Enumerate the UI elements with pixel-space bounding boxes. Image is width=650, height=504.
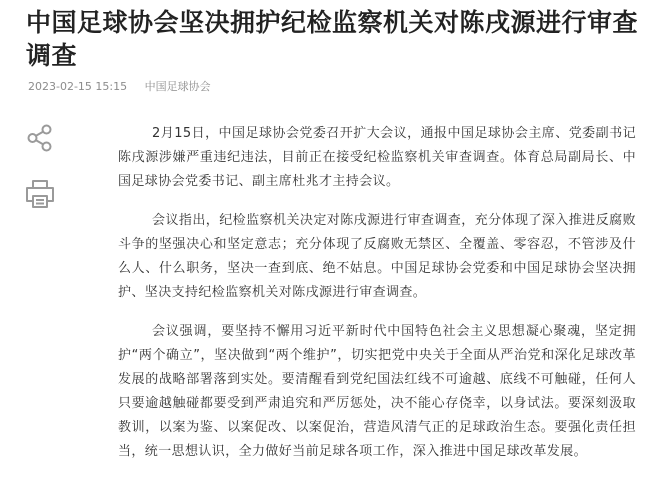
paragraph: 2月15日，中国足球协会党委召开扩大会议，通报中国足球协会主席、党委副书记陈戌源涉嫌严重违纪违法，目前正在接受纪检监察机关审查调查。体育总局副局长、中国足球协会党委书记、副主席杜兆才主持会议。: [118, 126, 636, 189]
article-meta: [28, 78, 211, 94]
share-icon[interactable]: [24, 122, 56, 154]
article-toolbar: [24, 122, 58, 210]
paragraph: 会议强调，要坚持不懈用习近平新时代中国特色社会主义思想凝心聚魂，坚定拥护“两个确立”，坚决做到“两个维护”，切实把党中央关于全面从严治党和深化足球改革发展的战略部署落到实处。要清醒看到党纪国法红线不可逾越、底线不可触碰，任何人只要逾越触碰都要受到严肃追究和严厉惩处，决不能心存侥幸，以身试法。要深刻汲取教训，以案为鉴、以案促改、以案促治，营造风清气正的足球政治生态。要强化责任担当，统一思想认识，全力做好当前足球各项工作，深入推进中国足球改革发展。: [118, 324, 636, 459]
article-body: [118, 122, 636, 479]
article-title: 中国足球协会坚决拥护纪检监察机关对陈戌源进行审查调查: [26, 8, 639, 70]
paragraph: 会议指出，纪检监察机关决定对陈戌源进行审查调查，充分体现了深入推进反腐败斗争的坚强决心和坚定意志；充分体现了反腐败无禁区、全覆盖、零容忍，不管涉及什么人、什么职务，坚决一查到底、绝不姑息。中国足球协会党委和中国足球协会坚决拥护、坚决支持纪检监察机关对陈戌源进行审查调查。: [118, 213, 636, 300]
article-source[interactable]: 中国足球协会: [144, 80, 211, 93]
publish-date: 2023-02-15 15:15: [28, 80, 128, 93]
print-icon[interactable]: [24, 178, 56, 210]
